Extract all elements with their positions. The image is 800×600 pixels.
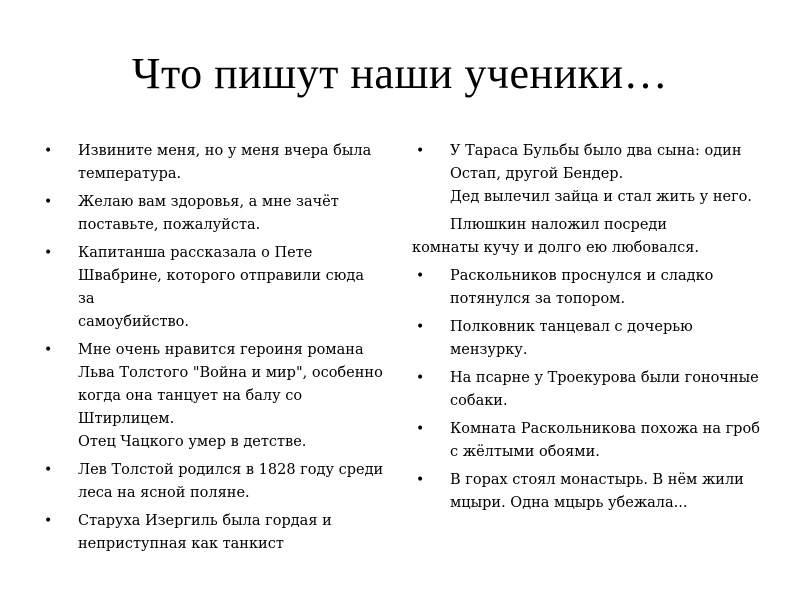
bullet-icon: • (44, 513, 53, 529)
paragraph-text: Плюшкин наложил посреди (450, 217, 668, 233)
list-item (40, 339, 385, 454)
item-text: Капитанша рассказала о Пете (78, 245, 313, 261)
item-text: собаки. (450, 393, 508, 409)
paragraph-text: комнаты кучу и долго ею любовался. (412, 240, 699, 256)
item-text: самоубийство. (78, 314, 190, 330)
bullet-icon: • (44, 194, 53, 210)
item-text: Лев Толстой родился в 1828 году среди (78, 462, 384, 478)
item-text: У Тараса Бульбы было два сына: один (450, 143, 742, 159)
list-item (412, 418, 772, 464)
bullet-icon: • (416, 472, 425, 488)
bullet-icon: • (416, 319, 425, 335)
item-text: Старуха Изергиль была гордая и (78, 513, 332, 529)
item-text: поставьте, пожалуйста. (78, 217, 261, 233)
item-text: с жёлтыми обоями. (450, 444, 600, 460)
item-continuation: Дед вылечил зайца и стал жить у него. (450, 189, 753, 205)
item-text: Мне очень нравится героиня романа (78, 342, 364, 358)
list-item (40, 191, 385, 237)
bullet-icon: • (416, 421, 425, 437)
left-column (40, 140, 385, 561)
item-text: Штирлицем. (78, 411, 175, 427)
item-text: потянулся за топором. (450, 291, 626, 307)
page-title: Что пишут наши ученики… (131, 49, 669, 98)
bullet-icon: • (416, 370, 425, 386)
item-text: Полковник танцевал с дочерью (450, 319, 693, 335)
bullet-icon: • (44, 245, 53, 261)
item-text: Швабрине, которого отправили сюда за (78, 268, 364, 307)
list-item (412, 469, 772, 515)
item-text: Остап, другой Бендер. (450, 166, 624, 182)
list-item (40, 140, 385, 186)
item-text: мензурку. (450, 342, 528, 358)
item-text: Раскольников проснулся и сладко (450, 268, 714, 284)
bullet-icon: • (416, 143, 425, 159)
item-text: На псарне у Троекурова были гоночные (450, 370, 759, 386)
item-text: неприступная как танкист (78, 536, 284, 552)
list-item (40, 459, 385, 505)
item-text: мцыри. Одна мцырь убежала... (450, 495, 688, 511)
item-text: температура. (78, 166, 182, 182)
bullet-icon: • (44, 342, 53, 358)
bullet-icon: • (44, 462, 53, 478)
item-text: когда она танцует на балу со (78, 388, 303, 404)
item-text: Желаю вам здоровья, а мне зачёт (78, 194, 339, 210)
list-item (412, 265, 772, 311)
list-item (40, 510, 385, 556)
item-text: В горах стоял монастырь. В нём жили (450, 472, 744, 488)
list-item (412, 367, 772, 413)
list-item (412, 316, 772, 362)
bullet-icon: • (416, 268, 425, 284)
plain-paragraph (412, 214, 772, 260)
item-continuation: Отец Чацкого умер в детстве. (78, 434, 307, 450)
list-item (412, 140, 772, 209)
item-text: Льва Толстого "Война и мир", особенно (78, 365, 383, 381)
list-item (40, 242, 385, 334)
item-text: Извините меня, но у меня вчера была (78, 143, 372, 159)
bullet-icon: • (44, 143, 53, 159)
item-text: Комната Раскольникова похожа на гроб (450, 421, 760, 437)
right-column (412, 140, 772, 520)
item-text: леса на ясной поляне. (78, 485, 250, 501)
